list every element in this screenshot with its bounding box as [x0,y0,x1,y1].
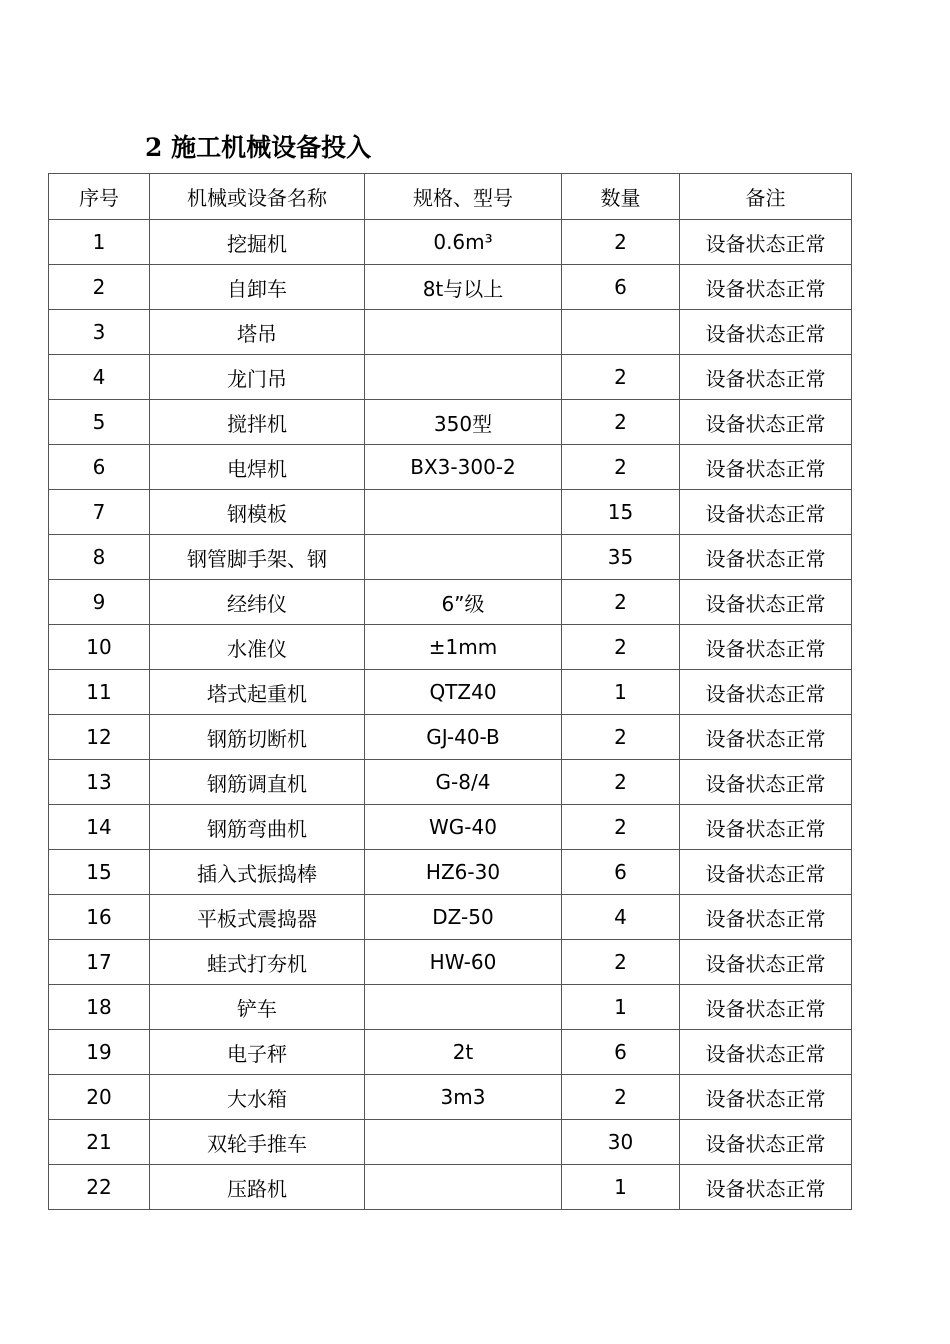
table-row [49,310,852,355]
cell-qty: 2 [562,940,680,985]
cell-spec [365,355,562,400]
cell-seq: 21 [49,1120,150,1165]
cell-seq: 2 [49,265,150,310]
cell-name: 挖掘机 [150,220,365,265]
cell-spec: HW-60 [365,940,562,985]
cell-spec: WG-40 [365,805,562,850]
cell-name: 水准仪 [150,625,365,670]
cell-note: 设备状态正常 [680,895,852,940]
table-header-row [49,174,852,220]
cell-spec: 3m3 [365,1075,562,1120]
cell-note: 设备状态正常 [680,850,852,895]
cell-name: 电焊机 [150,445,365,490]
table-row [49,400,852,445]
cell-note: 设备状态正常 [680,310,852,355]
cell-seq: 6 [49,445,150,490]
cell-spec [365,535,562,580]
cell-note: 设备状态正常 [680,985,852,1030]
cell-qty: 4 [562,895,680,940]
cell-qty: 35 [562,535,680,580]
table-row [49,220,852,265]
cell-name: 钢模板 [150,490,365,535]
cell-spec: 2t [365,1030,562,1075]
cell-name: 铲车 [150,985,365,1030]
cell-seq: 10 [49,625,150,670]
table-row [49,1120,852,1165]
cell-qty [562,310,680,355]
cell-note: 设备状态正常 [680,265,852,310]
cell-seq: 17 [49,940,150,985]
cell-seq: 22 [49,1165,150,1210]
cell-spec: HZ6-30 [365,850,562,895]
cell-name: 蛙式打夯机 [150,940,365,985]
table-row [49,625,852,670]
cell-name: 双轮手推车 [150,1120,365,1165]
cell-note: 设备状态正常 [680,490,852,535]
table-body [49,220,852,1210]
cell-qty: 6 [562,1030,680,1075]
cell-qty: 2 [562,715,680,760]
cell-qty: 1 [562,670,680,715]
table-row [49,940,852,985]
cell-name: 塔吊 [150,310,365,355]
cell-seq: 19 [49,1030,150,1075]
cell-note: 设备状态正常 [680,1120,852,1165]
cell-name: 钢管脚手架、钢 [150,535,365,580]
cell-seq: 16 [49,895,150,940]
table-row [49,760,852,805]
cell-spec: 6”级 [365,580,562,625]
cell-qty: 2 [562,220,680,265]
cell-qty: 2 [562,625,680,670]
cell-seq: 18 [49,985,150,1030]
cell-note: 设备状态正常 [680,805,852,850]
table-row [49,355,852,400]
cell-spec [365,1165,562,1210]
table-row [49,895,852,940]
cell-qty: 2 [562,445,680,490]
cell-spec [365,490,562,535]
cell-name: 钢筋切断机 [150,715,365,760]
cell-spec [365,1120,562,1165]
cell-spec: G-8/4 [365,760,562,805]
cell-seq: 12 [49,715,150,760]
cell-name: 插入式振捣棒 [150,850,365,895]
table-row [49,670,852,715]
cell-qty: 1 [562,985,680,1030]
cell-seq: 3 [49,310,150,355]
cell-seq: 1 [49,220,150,265]
cell-note: 设备状态正常 [680,940,852,985]
cell-name: 钢筋调直机 [150,760,365,805]
cell-name: 自卸车 [150,265,365,310]
cell-spec: ±1mm [365,625,562,670]
cell-qty: 1 [562,1165,680,1210]
cell-qty: 30 [562,1120,680,1165]
cell-name: 压路机 [150,1165,365,1210]
header-qty: 数量 [562,174,680,220]
table-row [49,535,852,580]
cell-name: 大水箱 [150,1075,365,1120]
cell-name: 电子秤 [150,1030,365,1075]
cell-note: 设备状态正常 [680,760,852,805]
cell-seq: 9 [49,580,150,625]
table-row [49,985,852,1030]
cell-qty: 15 [562,490,680,535]
cell-note: 设备状态正常 [680,355,852,400]
cell-seq: 13 [49,760,150,805]
cell-name: 平板式震捣器 [150,895,365,940]
cell-seq: 14 [49,805,150,850]
table-row [49,1030,852,1075]
cell-spec [365,310,562,355]
cell-note: 设备状态正常 [680,1075,852,1120]
cell-seq: 4 [49,355,150,400]
cell-qty: 2 [562,400,680,445]
cell-note: 设备状态正常 [680,625,852,670]
cell-note: 设备状态正常 [680,535,852,580]
cell-note: 设备状态正常 [680,580,852,625]
cell-note: 设备状态正常 [680,670,852,715]
header-seq: 序号 [49,174,150,220]
table-row [49,805,852,850]
table-row [49,1075,852,1120]
cell-seq: 11 [49,670,150,715]
header-spec: 规格、型号 [365,174,562,220]
cell-note: 设备状态正常 [680,1165,852,1210]
cell-seq: 15 [49,850,150,895]
cell-seq: 20 [49,1075,150,1120]
table-row [49,715,852,760]
cell-qty: 2 [562,580,680,625]
cell-qty: 2 [562,355,680,400]
table-row [49,850,852,895]
equipment-table [48,173,852,1210]
table-row [49,445,852,490]
cell-note: 设备状态正常 [680,220,852,265]
cell-note: 设备状态正常 [680,445,852,490]
cell-note: 设备状态正常 [680,400,852,445]
table-row [49,1165,852,1210]
cell-spec: 350型 [365,400,562,445]
cell-spec: 8t与以上 [365,265,562,310]
table-row [49,580,852,625]
cell-seq: 8 [49,535,150,580]
cell-qty: 6 [562,850,680,895]
cell-name: 塔式起重机 [150,670,365,715]
cell-spec [365,985,562,1030]
cell-qty: 6 [562,265,680,310]
cell-spec: 0.6m³ [365,220,562,265]
cell-name: 经纬仪 [150,580,365,625]
table-row [49,265,852,310]
cell-name: 龙门吊 [150,355,365,400]
cell-qty: 2 [562,1075,680,1120]
cell-note: 设备状态正常 [680,1030,852,1075]
cell-spec: GJ-40-B [365,715,562,760]
cell-note: 设备状态正常 [680,715,852,760]
header-note: 备注 [680,174,852,220]
cell-qty: 2 [562,805,680,850]
page-title: 2 施工机械设备投入 [145,133,372,162]
cell-seq: 5 [49,400,150,445]
cell-spec: DZ-50 [365,895,562,940]
cell-name: 钢筋弯曲机 [150,805,365,850]
header-name: 机械或设备名称 [150,174,365,220]
cell-seq: 7 [49,490,150,535]
cell-spec: QTZ40 [365,670,562,715]
cell-name: 搅拌机 [150,400,365,445]
table-row [49,490,852,535]
cell-qty: 2 [562,760,680,805]
cell-spec: BX3-300-2 [365,445,562,490]
